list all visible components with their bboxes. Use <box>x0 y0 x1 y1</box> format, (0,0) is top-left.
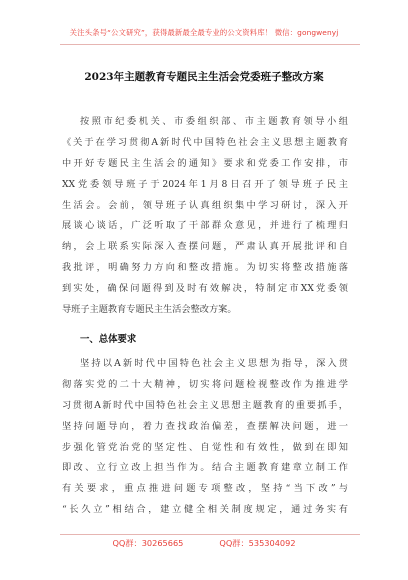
paragraph-line: 生活会。会前，领导班子认真组织集中学习研讨，深入开 <box>62 199 348 211</box>
paragraph-line: 有关要求，重点推进问题专项整改，坚持“当下改”与 <box>62 483 348 495</box>
paragraph-line: “长久立”相结合，建立健全相关制度规定，通过务实有 <box>62 504 348 516</box>
paragraph-requirements <box>62 354 348 521</box>
paragraph-line: 《关于在学习贯彻A新时代中国特色社会主义思想主题教育 <box>62 136 348 148</box>
paragraph-line: 展谈心谈话，广泛听取了干部群众意见，并进行了梳理归 <box>62 220 348 232</box>
footer-qq-group-2: QQ群：535304092 <box>219 538 296 548</box>
footer-qq-group-1: QQ群：30265665 <box>112 538 184 548</box>
paragraph-line: 坚持问题导向，着力查找政治偏差，查摆解决问题，进一 <box>62 420 348 432</box>
paragraph-line: 导班子主题教育专题民主生活会整改方案。 <box>62 304 237 316</box>
header-banner: 关注头条号“公文研究”，获得最新最全最专业的公文资料库！ 微信：gongwenyj <box>69 28 339 37</box>
paragraph-line: 彻落实党的二十大精神，切实将问题检视整改作为推进学 <box>62 378 348 390</box>
paragraph-line: 纳，会上联系实际深入查摆问题，严肃认真开展批评和自 <box>62 241 348 253</box>
paragraph-line: 中开好专题民主生活会的通知》要求和党委工作安排，市 <box>62 157 348 169</box>
paragraph-line: 按照市纪委机关、市委组织部、市主题教育领导小组 <box>80 116 348 127</box>
paragraph-intro <box>62 112 348 321</box>
paragraph-line: XX党委领导班子于2024年1月8日召开了领导班子民主 <box>62 178 348 190</box>
paragraph-line: 到实处，确保问题得到及时有效解决，特制定市XX党委领 <box>62 283 348 295</box>
paragraph-line: 我批评，明确努力方向和整改措施。为切实将整改措施落 <box>62 262 348 274</box>
paragraph-line: 即改、立行立改上担当作为。结合主题教育建章立制工作 <box>62 462 348 474</box>
footer-divider <box>60 534 360 535</box>
header-divider <box>60 44 360 45</box>
document-title: 2023年主题教育专题民主生活会党委班子整改方案 <box>84 71 324 83</box>
paragraph-line: 步强化管党治党的坚定性、自觉性和有效性，做到在即知 <box>62 441 348 453</box>
section-heading: 一、总体要求 <box>80 334 137 345</box>
footer <box>0 538 408 549</box>
paragraph-line: 习贯彻A新时代中国特色社会主义思想主题教育的重要抓手， <box>62 399 348 411</box>
paragraph-line: 坚持以A新时代中国特色社会主义思想为指导，深入贯 <box>80 358 348 369</box>
